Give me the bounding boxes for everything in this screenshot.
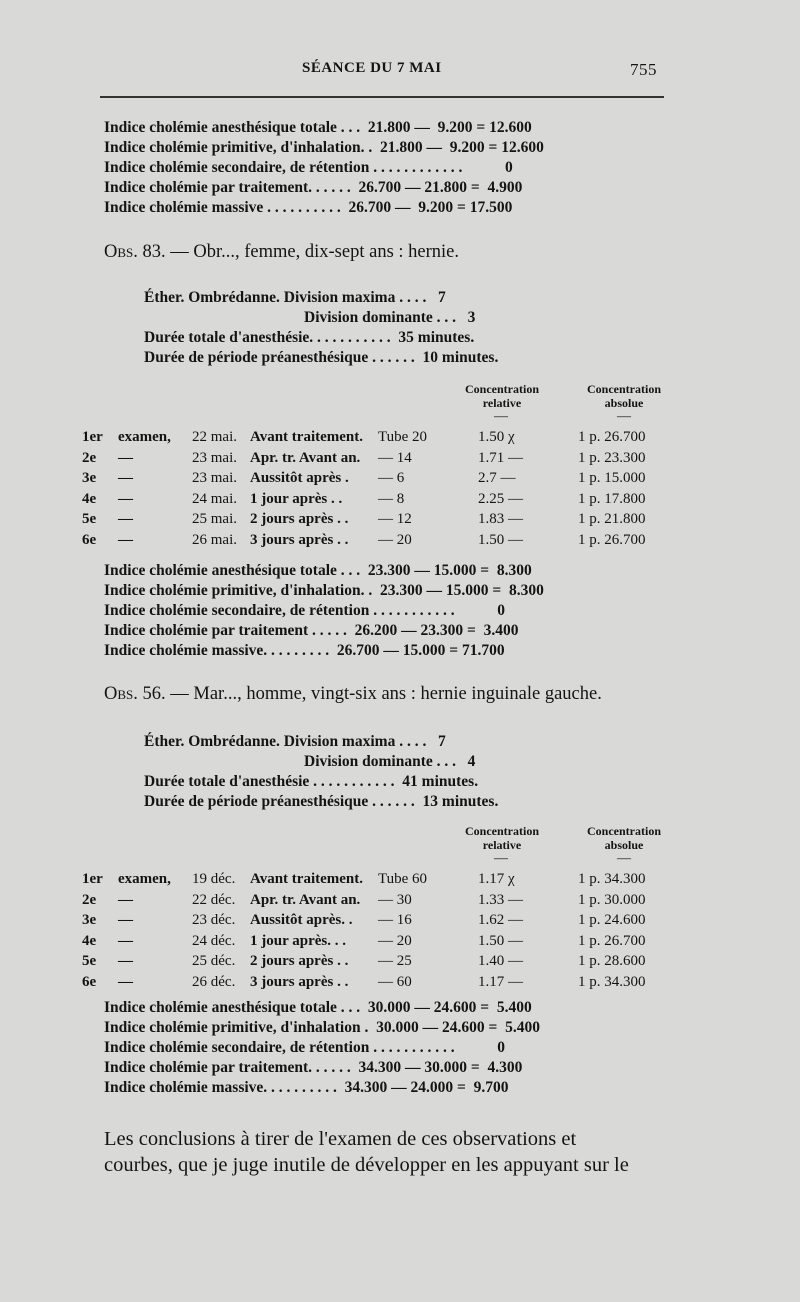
index-line: Indice cholémie anesthésique totale . . . 30.000 — 24.600 = 5.400 [104,999,532,1016]
table-cell-date: 23 déc. [192,912,236,928]
page-number: 755 [630,60,657,79]
col-head-line: Concentration [465,382,539,396]
table-cell-abs: 1 p. 21.800 [578,511,646,527]
conclusion-line: Les conclusions à tirer de l'examen de ces observations et [104,1128,577,1150]
table-cell-date: 26 déc. [192,973,236,990]
table-cell-abs: 1 p. 17.800 [578,490,646,507]
table-cell-desc: Aussitôt après. . [250,912,353,928]
ether-line: Durée totale d'anesthésie . . . . . . . . . . . 41 minutes. [144,773,479,790]
table-cell-date: 23 mai. [192,449,237,466]
table-cell-date: 22 déc. [192,891,236,908]
table-cell-desc: Avant traitement. [250,429,364,445]
table-cell-tube: — 30 [378,891,412,908]
table-cell-ord: 1er [82,871,103,887]
table-cell-exam: — [118,912,133,928]
table-cell-exam: — [118,973,133,990]
table-cell-abs: 1 p. 34.300 [578,973,646,990]
table-cell-abs: 1 p. 34.300 [578,871,646,887]
table-cell-tube: — 12 [378,511,412,527]
observation-label: Obs. 83. [104,242,166,262]
table-cell-desc: 1 jour après. . . [250,932,346,949]
ether-line: Division dominante . . . 3 [304,309,476,326]
table-cell-rel: 1.50 χ [478,429,515,445]
header-rule [100,96,664,98]
table-cell-rel: 2.25 — [478,490,523,507]
table-cell-ord: 5e [82,953,97,969]
ether-line: Éther. Ombrédanne. Division maxima . . . . 7 [144,289,446,306]
table-cell-abs: 1 p. 26.700 [578,429,646,445]
observation-label: Obs. 56. [104,684,166,704]
observation-text: — Obr..., femme, dix-sept ans : hernie. [165,242,460,262]
ether-line: Durée de période préanesthésique . . . . . . 10 minutes. [144,349,499,366]
table-cell-exam: — [118,449,133,466]
table-cell-desc: Aussitôt après . [250,470,349,486]
table-cell-tube: — 16 [378,912,412,928]
col-head-line: Concentration [465,824,539,838]
col-head-line: absolue [604,396,644,410]
table-cell-date: 23 mai. [192,470,237,486]
table-cell-exam: examen, [118,871,171,887]
table-cell-date: 22 mai. [192,429,237,445]
table-cell-date: 26 mai. [192,531,237,548]
index-line: Indice cholémie par traitement. . . . . . 26.700 — 21.800 = 4.900 [104,179,523,196]
table-cell-tube: Tube 20 [378,429,428,445]
table-cell-abs: 1 p. 26.700 [578,932,646,949]
table-cell-exam: examen, [118,429,171,445]
col-head-absolute [574,382,674,410]
table-cell-exam: — [118,531,133,548]
index-line: Indice cholémie anesthésique totale . . . 23.300 — 15.000 = 8.300 [104,562,532,579]
index-line: Indice cholémie massive . . . . . . . . . . 26.700 — 9.200 = 17.500 [104,199,513,216]
table-cell-ord: 3e [82,912,97,928]
table-cell-ord: 3e [82,470,97,486]
table-cell-desc: 3 jours après . . [250,973,349,990]
col-head-relative [452,824,552,852]
table-cell-abs: 1 p. 15.000 [578,470,646,486]
index-line: Indice cholémie secondaire, de rétention . . . . . . . . . . . 0 [104,1039,505,1056]
col-dash: — [494,851,508,866]
index-line: Indice cholémie secondaire, de rétention . . . . . . . . . . . 0 [104,602,505,619]
table-cell-ord: 6e [82,531,97,548]
col-head-relative [452,382,552,410]
table-cell-rel: 1.62 — [478,912,523,928]
table-cell-abs: 1 p. 24.600 [578,912,646,928]
col-head-line: relative [482,396,522,410]
table-cell-ord: 4e [82,932,97,949]
table-cell-ord: 1er [82,429,103,445]
table-cell-tube: — 8 [378,490,405,507]
table-cell-exam: — [118,470,133,486]
observation-text: — Mar..., homme, vingt-six ans : hernie inguinale gauche. [165,684,602,704]
table-cell-tube: — 14 [378,449,412,466]
table-cell-desc: 1 jour après . . [250,490,343,507]
table-cell-date: 24 déc. [192,932,236,949]
table-cell-ord: 2e [82,891,97,908]
conclusion-line: courbes, que je juge inutile de développer en les appuyant sur le [104,1154,629,1176]
table-cell-ord: 6e [82,973,97,990]
table-cell-rel: 1.17 χ [478,871,515,887]
table-cell-ord: 2e [82,449,97,466]
table-cell-date: 19 déc. [192,871,236,887]
table-cell-tube: — 25 [378,953,412,969]
ether-line: Durée de période préanesthésique . . . . . . 13 minutes. [144,793,499,810]
table-cell-rel: 1.83 — [478,511,523,527]
table-cell-date: 25 déc. [192,953,236,969]
running-header [0,60,800,88]
table-cell-desc: Apr. tr. Avant an. [250,891,361,908]
table-cell-tube: — 20 [378,531,412,548]
table-cell-ord: 4e [82,490,97,507]
table-cell-tube: — 60 [378,973,412,990]
index-line: Indice cholémie primitive, d'inhalation. . 21.800 — 9.200 = 12.600 [104,139,544,156]
index-line: Indice cholémie par traitement . . . . . 26.200 — 23.300 = 3.400 [104,622,519,639]
index-line: Indice cholémie massive. . . . . . . . . . 34.300 — 24.000 = 9.700 [104,1079,509,1096]
col-dash: — [617,851,631,866]
col-head-line: Concentration [587,824,661,838]
table-cell-desc: 2 jours après . . [250,953,349,969]
ether-line: Durée totale d'anesthésie. . . . . . . . . . . 35 minutes. [144,329,475,346]
table-cell-ord: 5e [82,511,97,527]
col-head-absolute [574,824,674,852]
col-head-line: absolue [604,838,644,852]
table-cell-abs: 1 p. 30.000 [578,891,646,908]
table-cell-date: 24 mai. [192,490,237,507]
table-cell-desc: Avant traitement. [250,871,364,887]
table-cell-abs: 1 p. 23.300 [578,449,646,466]
table-cell-date: 25 mai. [192,511,237,527]
index-line: Indice cholémie par traitement. . . . . . 34.300 — 30.000 = 4.300 [104,1059,523,1076]
ether-line: Éther. Ombrédanne. Division maxima . . . . 7 [144,733,446,750]
index-line: Indice cholémie primitive, d'inhalation . 30.000 — 24.600 = 5.400 [104,1019,540,1036]
table-cell-desc: 2 jours après . . [250,511,349,527]
table-cell-exam: — [118,932,133,949]
index-line: Indice cholémie primitive, d'inhalation. . 23.300 — 15.000 = 8.300 [104,582,544,599]
table-cell-exam: — [118,891,133,908]
col-dash: — [617,409,631,424]
table-cell-exam: — [118,953,133,969]
table-cell-rel: 1.17 — [478,973,523,990]
table-cell-tube: — 20 [378,932,412,949]
table-cell-tube: Tube 60 [378,871,428,887]
table-cell-exam: — [118,490,133,507]
index-line: Indice cholémie secondaire, de rétention . . . . . . . . . . . . 0 [104,159,513,176]
col-head-line: relative [482,838,522,852]
index-line: Indice cholémie massive. . . . . . . . . 26.700 — 15.000 = 71.700 [104,642,505,659]
table-cell-desc: Apr. tr. Avant an. [250,449,361,466]
table-cell-rel: 1.40 — [478,953,523,969]
observation-heading [104,240,459,264]
observation-heading [104,682,602,706]
ether-line: Division dominante . . . 4 [304,753,476,770]
table-cell-rel: 1.71 — [478,449,523,466]
table-cell-abs: 1 p. 26.700 [578,531,646,548]
header-title: SÉANCE DU 7 MAI [302,60,442,76]
table-cell-rel: 1.50 — [478,932,523,949]
table-cell-rel: 1.33 — [478,891,523,908]
col-dash: — [494,409,508,424]
col-head-line: Concentration [587,382,661,396]
table-cell-tube: — 6 [378,470,405,486]
index-line: Indice cholémie anesthésique totale . . . 21.800 — 9.200 = 12.600 [104,119,532,136]
table-cell-rel: 1.50 — [478,531,523,548]
table-cell-abs: 1 p. 28.600 [578,953,646,969]
table-cell-exam: — [118,511,133,527]
table-cell-desc: 3 jours après . . [250,531,349,548]
table-cell-rel: 2.7 — [478,470,516,486]
